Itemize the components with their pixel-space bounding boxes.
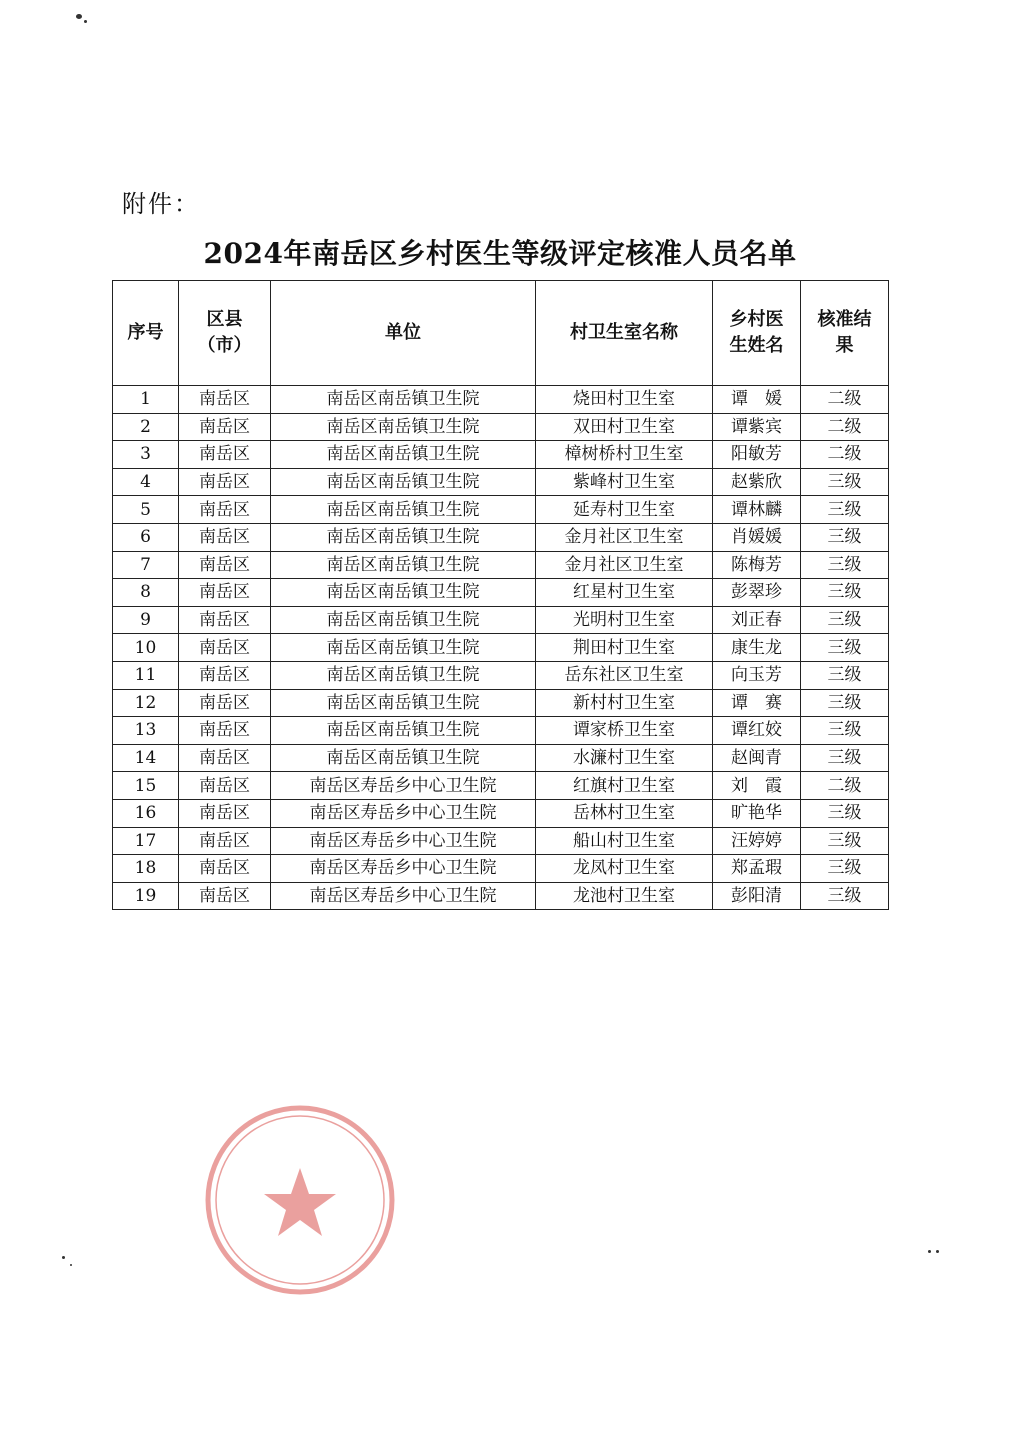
cell-result: 三级 [801,606,889,634]
header-no: 序号 [113,281,179,386]
table-row [113,634,889,662]
cell-no: 9 [113,606,179,634]
attachment-label: 附件： [122,190,200,218]
star-icon [264,1168,336,1236]
cell-no: 2 [113,413,179,441]
scan-speck [928,1250,931,1253]
cell-result: 二级 [801,772,889,800]
cell-doctor: 赵闽青 [713,744,801,772]
cell-no: 7 [113,551,179,579]
cell-doctor: 郑孟瑕 [713,855,801,883]
cell-unit: 南岳区南岳镇卫生院 [271,523,536,551]
cell-unit: 南岳区寿岳乡中心卫生院 [271,827,536,855]
cell-clinic: 新村村卫生室 [536,689,713,717]
table-row [113,772,889,800]
scan-speck [70,1264,72,1266]
table-row [113,413,889,441]
cell-result: 三级 [801,634,889,662]
cell-result: 三级 [801,661,889,689]
header-clinic: 村卫生室名称 [536,281,713,386]
table-header-row [113,281,889,386]
cell-no: 6 [113,523,179,551]
cell-county: 南岳区 [179,661,271,689]
table-row [113,744,889,772]
cell-doctor: 康生龙 [713,634,801,662]
cell-result: 三级 [801,855,889,883]
cell-result: 三级 [801,827,889,855]
header-result: 核准结 果 [801,281,889,386]
cell-doctor: 彭翠珍 [713,579,801,607]
cell-result: 二级 [801,386,889,414]
table-row [113,717,889,745]
cell-clinic: 岳东社区卫生室 [536,661,713,689]
cell-unit: 南岳区寿岳乡中心卫生院 [271,882,536,910]
cell-unit: 南岳区寿岳乡中心卫生院 [271,772,536,800]
doctor-roster-table [112,280,889,910]
table-row [113,468,889,496]
cell-no: 16 [113,799,179,827]
cell-result: 三级 [801,468,889,496]
table-row [113,579,889,607]
table-row [113,551,889,579]
header-unit: 单位 [271,281,536,386]
cell-clinic: 烧田村卫生室 [536,386,713,414]
cell-unit: 南岳区南岳镇卫生院 [271,441,536,469]
cell-no: 15 [113,772,179,800]
cell-clinic: 谭家桥卫生室 [536,717,713,745]
cell-unit: 南岳区南岳镇卫生院 [271,689,536,717]
cell-clinic: 岳林村卫生室 [536,799,713,827]
cell-county: 南岳区 [179,523,271,551]
cell-county: 南岳区 [179,689,271,717]
cell-unit: 南岳区南岳镇卫生院 [271,386,536,414]
table-row [113,799,889,827]
cell-county: 南岳区 [179,717,271,745]
cell-clinic: 龙池村卫生室 [536,882,713,910]
cell-clinic: 红旗村卫生室 [536,772,713,800]
cell-clinic: 双田村卫生室 [536,413,713,441]
table-row [113,661,889,689]
cell-clinic: 樟树桥村卫生室 [536,441,713,469]
cell-unit: 南岳区南岳镇卫生院 [271,468,536,496]
cell-doctor: 谭 赛 [713,689,801,717]
table-row [113,441,889,469]
cell-result: 三级 [801,496,889,524]
cell-doctor: 汪婷婷 [713,827,801,855]
cell-county: 南岳区 [179,441,271,469]
cell-unit: 南岳区寿岳乡中心卫生院 [271,855,536,883]
table-body [113,386,889,910]
cell-unit: 南岳区南岳镇卫生院 [271,661,536,689]
cell-unit: 南岳区南岳镇卫生院 [271,551,536,579]
cell-county: 南岳区 [179,468,271,496]
cell-result: 二级 [801,441,889,469]
scan-speck [62,1256,65,1259]
cell-doctor: 旷艳华 [713,799,801,827]
cell-no: 4 [113,468,179,496]
cell-doctor: 肖媛媛 [713,523,801,551]
cell-no: 5 [113,496,179,524]
scan-speck [84,20,87,23]
table-row [113,855,889,883]
cell-doctor: 陈梅芳 [713,551,801,579]
table-row [113,606,889,634]
cell-doctor: 谭 媛 [713,386,801,414]
cell-no: 1 [113,386,179,414]
cell-doctor: 谭林麟 [713,496,801,524]
cell-result: 三级 [801,579,889,607]
cell-clinic: 延寿村卫生室 [536,496,713,524]
header-doctor: 乡村医 生姓名 [713,281,801,386]
cell-clinic: 金月社区卫生室 [536,523,713,551]
cell-no: 19 [113,882,179,910]
table-row [113,882,889,910]
cell-county: 南岳区 [179,496,271,524]
cell-clinic: 荆田村卫生室 [536,634,713,662]
cell-no: 13 [113,717,179,745]
cell-county: 南岳区 [179,744,271,772]
cell-county: 南岳区 [179,551,271,579]
cell-county: 南岳区 [179,413,271,441]
cell-doctor: 向玉芳 [713,661,801,689]
header-county: 区县 （市） [179,281,271,386]
cell-no: 17 [113,827,179,855]
cell-clinic: 水濂村卫生室 [536,744,713,772]
table-row [113,386,889,414]
cell-result: 三级 [801,717,889,745]
cell-unit: 南岳区南岳镇卫生院 [271,717,536,745]
cell-no: 18 [113,855,179,883]
cell-unit: 南岳区南岳镇卫生院 [271,579,536,607]
cell-result: 三级 [801,689,889,717]
cell-no: 3 [113,441,179,469]
cell-unit: 南岳区南岳镇卫生院 [271,606,536,634]
cell-clinic: 龙凤村卫生室 [536,855,713,883]
cell-doctor: 阳敏芳 [713,441,801,469]
cell-unit: 南岳区南岳镇卫生院 [271,744,536,772]
cell-county: 南岳区 [179,799,271,827]
cell-clinic: 光明村卫生室 [536,606,713,634]
cell-county: 南岳区 [179,772,271,800]
cell-result: 三级 [801,744,889,772]
cell-clinic: 紫峰村卫生室 [536,468,713,496]
cell-doctor: 刘正春 [713,606,801,634]
cell-doctor: 彭阳清 [713,882,801,910]
cell-county: 南岳区 [179,606,271,634]
cell-doctor: 谭红姣 [713,717,801,745]
official-seal [200,1100,400,1300]
cell-county: 南岳区 [179,634,271,662]
page-title: 2024年南岳区乡村医生等级评定核准人员名单 [203,237,797,270]
cell-county: 南岳区 [179,882,271,910]
cell-result: 三级 [801,799,889,827]
cell-unit: 南岳区南岳镇卫生院 [271,634,536,662]
cell-no: 11 [113,661,179,689]
cell-no: 14 [113,744,179,772]
table-row [113,827,889,855]
cell-result: 二级 [801,413,889,441]
table-row [113,689,889,717]
cell-county: 南岳区 [179,579,271,607]
cell-county: 南岳区 [179,827,271,855]
cell-clinic: 金月社区卫生室 [536,551,713,579]
scan-speck [936,1250,939,1253]
cell-county: 南岳区 [179,386,271,414]
cell-result: 三级 [801,523,889,551]
cell-result: 三级 [801,551,889,579]
cell-clinic: 红星村卫生室 [536,579,713,607]
cell-unit: 南岳区寿岳乡中心卫生院 [271,799,536,827]
cell-unit: 南岳区南岳镇卫生院 [271,413,536,441]
cell-no: 10 [113,634,179,662]
table-row [113,523,889,551]
cell-unit: 南岳区南岳镇卫生院 [271,496,536,524]
scan-speck [76,14,82,19]
cell-clinic: 船山村卫生室 [536,827,713,855]
cell-result: 三级 [801,882,889,910]
cell-doctor: 刘 霞 [713,772,801,800]
cell-doctor: 谭紫宾 [713,413,801,441]
cell-doctor: 赵紫欣 [713,468,801,496]
cell-county: 南岳区 [179,855,271,883]
cell-no: 8 [113,579,179,607]
table-row [113,496,889,524]
cell-no: 12 [113,689,179,717]
